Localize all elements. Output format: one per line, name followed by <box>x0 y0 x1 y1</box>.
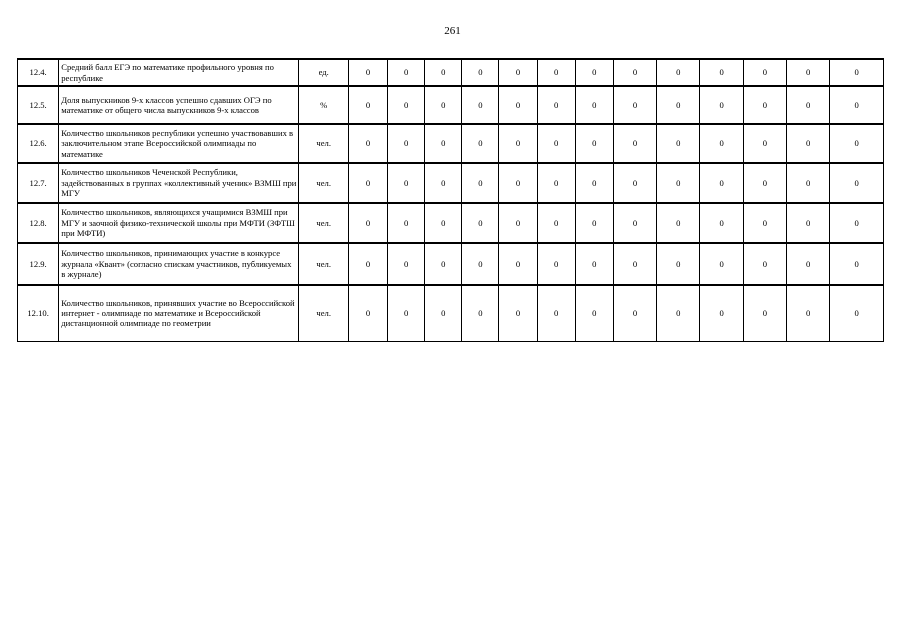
value-cell: 0 <box>700 86 743 124</box>
indicator-description: Количество школьников, принявших участие во Всероссийской интернет - олимпиаде по математике и Всероссийской дистанционной олимпиаде по геометрии <box>59 285 299 341</box>
page-number: 261 <box>444 25 461 37</box>
value-cell: 0 <box>657 86 700 124</box>
indicator-description: Количество школьников Чеченской Республики, задействованных в группах «коллективный ученик» ВЗМШ при МГУ <box>59 163 299 203</box>
row-number: 12.7. <box>18 163 59 203</box>
value-cell: 0 <box>575 163 613 203</box>
value-cell: 0 <box>499 243 537 285</box>
value-cell: 0 <box>348 124 387 163</box>
table-row <box>18 203 884 243</box>
unit-of-measure: чел. <box>299 163 348 203</box>
value-cell: 0 <box>462 86 499 124</box>
value-cell: 0 <box>787 86 830 124</box>
value-cell: 0 <box>743 59 786 86</box>
value-cell: 0 <box>462 285 499 341</box>
value-cell: 0 <box>425 59 462 86</box>
indicator-description: Количество школьников, являющихся учащимися ВЗМШ при МГУ и заочной физико-технической школы при МФТИ (ЗФТШ при МФТИ) <box>59 203 299 243</box>
value-cell: 0 <box>348 203 387 243</box>
value-cell: 0 <box>537 86 575 124</box>
unit-of-measure: чел. <box>299 203 348 243</box>
value-cell: 0 <box>388 59 425 86</box>
value-cell: 0 <box>613 163 656 203</box>
value-cell: 0 <box>499 59 537 86</box>
value-cell: 0 <box>425 86 462 124</box>
value-cell: 0 <box>700 163 743 203</box>
value-cell: 0 <box>657 285 700 341</box>
value-cell: 0 <box>613 285 656 341</box>
table-row <box>18 124 884 163</box>
row-number: 12.4. <box>18 59 59 86</box>
value-cell: 0 <box>830 163 884 203</box>
value-cell: 0 <box>743 243 786 285</box>
value-cell: 0 <box>537 59 575 86</box>
value-cell: 0 <box>462 203 499 243</box>
value-cell: 0 <box>537 124 575 163</box>
value-cell: 0 <box>425 124 462 163</box>
value-cell: 0 <box>575 203 613 243</box>
value-cell: 0 <box>613 124 656 163</box>
value-cell: 0 <box>462 243 499 285</box>
unit-of-measure: % <box>299 86 348 124</box>
value-cell: 0 <box>348 285 387 341</box>
value-cell: 0 <box>462 59 499 86</box>
row-number: 12.6. <box>18 124 59 163</box>
value-cell: 0 <box>348 163 387 203</box>
value-cell: 0 <box>388 86 425 124</box>
value-cell: 0 <box>499 124 537 163</box>
value-cell: 0 <box>613 86 656 124</box>
value-cell: 0 <box>700 59 743 86</box>
value-cell: 0 <box>537 285 575 341</box>
value-cell: 0 <box>388 285 425 341</box>
value-cell: 0 <box>388 243 425 285</box>
value-cell: 0 <box>830 285 884 341</box>
value-cell: 0 <box>787 59 830 86</box>
value-cell: 0 <box>499 203 537 243</box>
value-cell: 0 <box>700 285 743 341</box>
value-cell: 0 <box>462 124 499 163</box>
value-cell: 0 <box>830 243 884 285</box>
value-cell: 0 <box>830 124 884 163</box>
value-cell: 0 <box>743 163 786 203</box>
value-cell: 0 <box>575 59 613 86</box>
unit-of-measure: ед. <box>299 59 348 86</box>
value-cell: 0 <box>425 285 462 341</box>
value-cell: 0 <box>425 243 462 285</box>
unit-of-measure: чел. <box>299 285 348 341</box>
indicator-description: Средний балл ЕГЭ по математике профильного уровня по республике <box>59 59 299 86</box>
value-cell: 0 <box>700 124 743 163</box>
value-cell: 0 <box>575 285 613 341</box>
value-cell: 0 <box>388 163 425 203</box>
value-cell: 0 <box>657 163 700 203</box>
value-cell: 0 <box>787 203 830 243</box>
value-cell: 0 <box>425 163 462 203</box>
value-cell: 0 <box>657 203 700 243</box>
row-number: 12.9. <box>18 243 59 285</box>
value-cell: 0 <box>830 86 884 124</box>
row-number: 12.8. <box>18 203 59 243</box>
value-cell: 0 <box>657 59 700 86</box>
value-cell: 0 <box>743 124 786 163</box>
row-number: 12.10. <box>18 285 59 341</box>
value-cell: 0 <box>575 243 613 285</box>
row-number: 12.5. <box>18 86 59 124</box>
value-cell: 0 <box>537 203 575 243</box>
value-cell: 0 <box>537 243 575 285</box>
value-cell: 0 <box>537 163 575 203</box>
indicator-description: Доля выпускников 9-х классов успешно сдавших ОГЭ по математике от общего числа выпускников 9-х классов <box>59 86 299 124</box>
indicator-description: Количество школьников республики успешно участвовавших в заключительном этапе Всероссийской олимпиады по математике <box>59 124 299 163</box>
value-cell: 0 <box>787 163 830 203</box>
value-cell: 0 <box>830 203 884 243</box>
value-cell: 0 <box>743 285 786 341</box>
value-cell: 0 <box>348 59 387 86</box>
table-row <box>18 285 884 341</box>
value-cell: 0 <box>499 163 537 203</box>
value-cell: 0 <box>613 59 656 86</box>
value-cell: 0 <box>388 203 425 243</box>
value-cell: 0 <box>700 243 743 285</box>
value-cell: 0 <box>700 203 743 243</box>
value-cell: 0 <box>462 163 499 203</box>
value-cell: 0 <box>613 243 656 285</box>
value-cell: 0 <box>830 59 884 86</box>
value-cell: 0 <box>787 285 830 341</box>
table-row <box>18 86 884 124</box>
value-cell: 0 <box>787 124 830 163</box>
value-cell: 0 <box>425 203 462 243</box>
indicator-description: Количество школьников, принимающих участие в конкурсе журнала «Квант» (согласно спискам участников, публикуемых в журнале) <box>59 243 299 285</box>
value-cell: 0 <box>613 203 656 243</box>
value-cell: 0 <box>575 124 613 163</box>
value-cell: 0 <box>499 86 537 124</box>
value-cell: 0 <box>743 203 786 243</box>
value-cell: 0 <box>657 243 700 285</box>
indicators-table <box>17 58 884 342</box>
value-cell: 0 <box>657 124 700 163</box>
table-row <box>18 163 884 203</box>
value-cell: 0 <box>388 124 425 163</box>
value-cell: 0 <box>743 86 786 124</box>
unit-of-measure: чел. <box>299 243 348 285</box>
unit-of-measure: чел. <box>299 124 348 163</box>
table-row <box>18 59 884 86</box>
value-cell: 0 <box>348 86 387 124</box>
value-cell: 0 <box>499 285 537 341</box>
value-cell: 0 <box>575 86 613 124</box>
value-cell: 0 <box>787 243 830 285</box>
value-cell: 0 <box>348 243 387 285</box>
table-row <box>18 243 884 285</box>
